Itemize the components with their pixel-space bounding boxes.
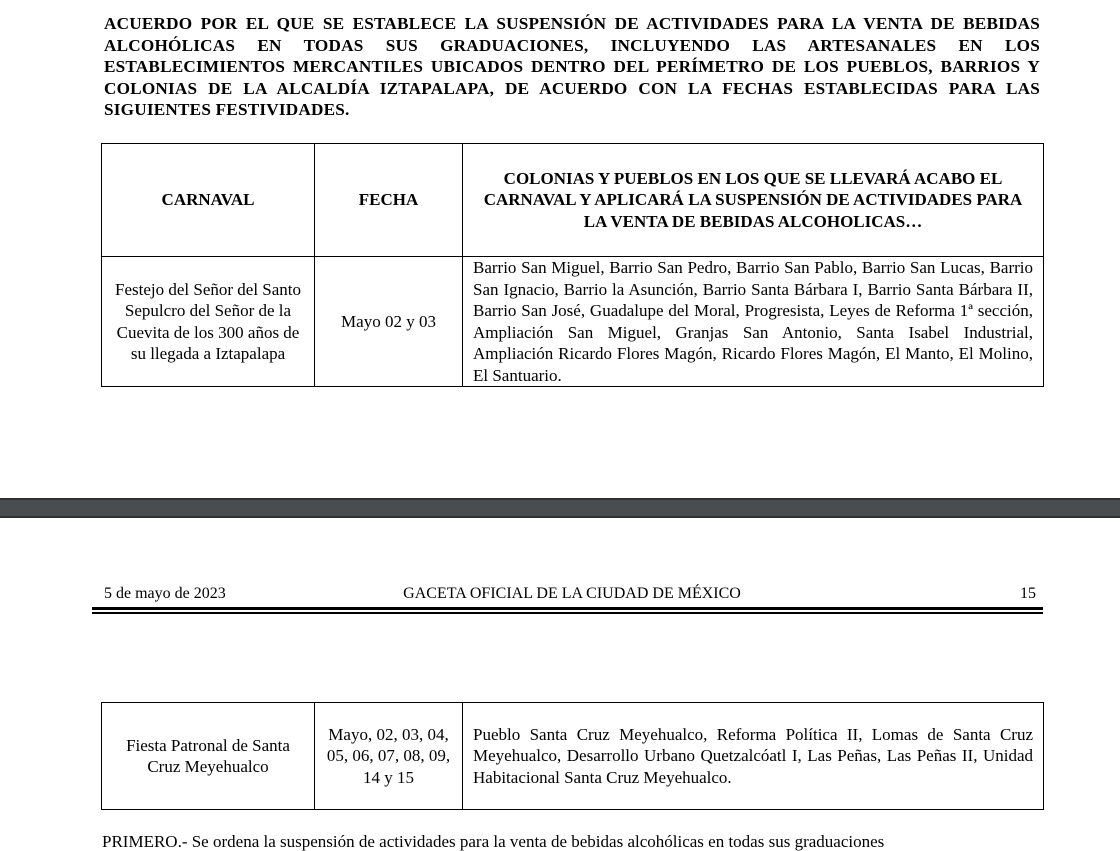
cut-off-paragraph: PRIMERO.- Se ordena la suspensión de actividades para la venta de bebidas alcohólicas en todas sus graduaciones xyxy=(102,832,885,851)
header-rule-thick xyxy=(92,607,1043,610)
festivities-table xyxy=(101,143,1044,387)
document-heading: ACUERDO POR EL QUE SE ESTABLECE LA SUSPENSIÓN DE ACTIVIDADES PARA LA VENTA DE BEBIDAS ALCOHÓLICAS EN TODAS SUS GRADUACIONES, INCLUYENDO LAS ARTESANALES EN LOS ESTABLECIMIENTOS MERCANTILES UBICADOS DENTRO DEL PERÍMETRO DE LOS PUEBLOS, BARRIOS Y COLONIAS DE LA ALCALDÍA IZTAPALAPA, DE ACUERDO CON LA FECHAS ESTABLECIDAS PARA LAS SIGUIENTES FESTIVIDADES. xyxy=(104,14,1040,120)
header-rule-thin xyxy=(92,612,1043,614)
row-colonias: Pueblo Santa Cruz Meyehualco, Reforma Política II, Lomas de Santa Cruz Meyehualco, Desarrollo Urbano Quetzalcóatl I, Las Peñas, Las Peñas II, Unidad Habitacional Santa Cruz Meyehualco. xyxy=(463,703,1044,810)
header-carnaval: CARNAVAL xyxy=(102,144,315,257)
table-row xyxy=(102,257,1044,387)
issue-date: 5 de mayo de 2023 xyxy=(104,585,226,602)
table-header-row xyxy=(102,144,1044,257)
table-row xyxy=(102,703,1044,810)
row-fecha: Mayo, 02, 03, 04, 05, 06, 07, 08, 09, 14 y 15 xyxy=(315,703,463,810)
page-number: 15 xyxy=(1020,585,1036,602)
festivities-table-continued xyxy=(101,702,1044,810)
row-carnaval: Festejo del Señor del Santo Sepulcro del Señor de la Cuevita de los 300 años de su llegada a Iztapalapa xyxy=(102,257,315,387)
header-colonias: COLONIAS Y PUEBLOS EN LOS QUE SE LLEVARÁ ACABO EL CARNAVAL Y APLICARÁ LA SUSPENSIÓN DE ACTIVIDADES PARA LA VENTA DE BEBIDAS ALCOHOLICAS… xyxy=(463,144,1044,257)
row-colonias: Barrio San Miguel, Barrio San Pedro, Barrio San Pablo, Barrio San Lucas, Barrio San Ignacio, Barrio la Asunción, Barrio Santa Bárbara I, Barrio Santa Bárbara II, Barrio San José, Guadalupe del Moral, Progresista, Leyes de Reforma 1ª sección, Ampliación San Miguel, Granjas San Antonio, Santa Isabel Industrial, Ampliación Ricardo Flores Magón, Ricardo Flores Magón, El Manto, El Molino, El Santuario. xyxy=(463,257,1044,387)
page-separator xyxy=(0,498,1120,518)
gazette-title: GACETA OFICIAL DE LA CIUDAD DE MÉXICO xyxy=(403,585,741,602)
row-carnaval: Fiesta Patronal de Santa Cruz Meyehualco xyxy=(102,703,315,810)
row-fecha: Mayo 02 y 03 xyxy=(315,257,463,387)
header-fecha: FECHA xyxy=(315,144,463,257)
